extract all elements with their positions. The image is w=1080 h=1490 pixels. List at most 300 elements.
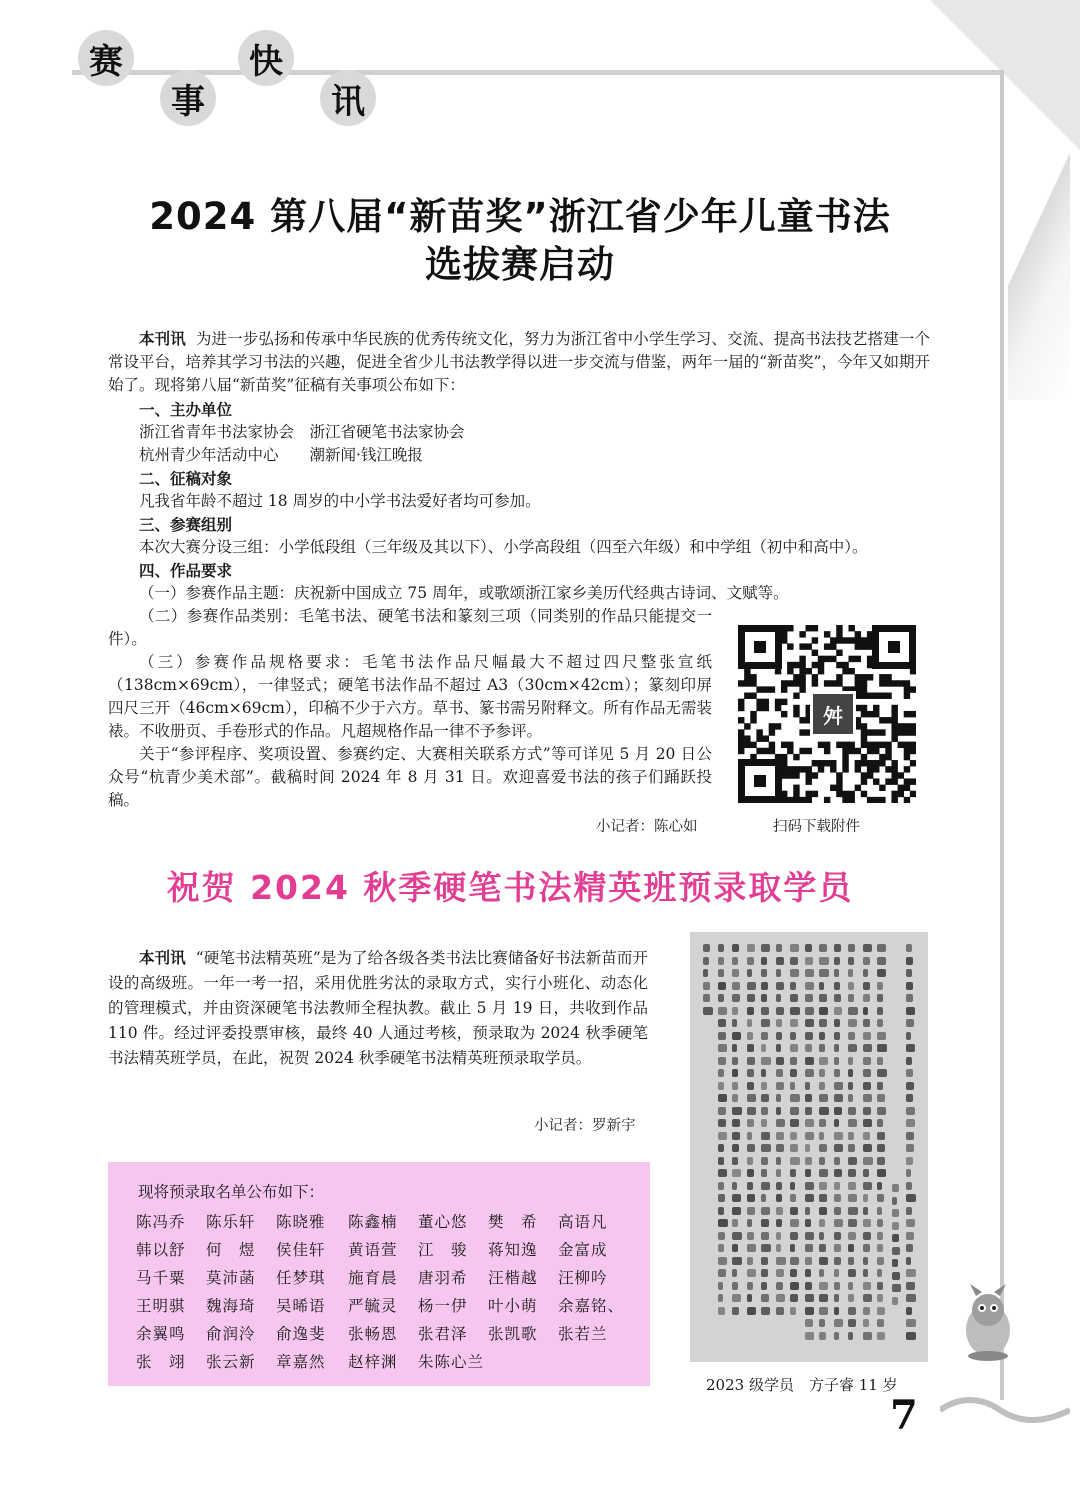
qr-module xyxy=(904,766,910,772)
admitted-student-name: 侯佳轩 xyxy=(276,1241,326,1259)
calligraphy-character xyxy=(805,1119,815,1127)
requirement-3: （三）参赛作品规格要求：毛笔书法作品尺幅最大不超过四尺整张宣纸（138cm×69cm），一律竖式；硬笔书法作品不超过 A3（30cm×42cm）；篆刻印屏四尺三开（46cm×69cm），印稿不少于六方。草书、篆书需另附释文。所有作品无需装裱。不收册页、手卷形式的作品。凡超规格作品一律不予参评。 xyxy=(108,653,712,740)
calligraphy-character xyxy=(776,1057,785,1065)
calligraphy-character xyxy=(819,969,829,977)
calligraphy-character xyxy=(761,1219,769,1227)
calligraphy-character xyxy=(863,1169,869,1177)
qr-module xyxy=(885,778,891,784)
calligraphy-character xyxy=(747,1169,755,1177)
qr-module xyxy=(898,772,904,778)
calligraphy-character xyxy=(863,1332,872,1340)
calligraphy-character xyxy=(761,1044,766,1052)
calligraphy-character xyxy=(718,1194,725,1202)
calligraphy-character xyxy=(718,969,724,977)
calligraphy-character xyxy=(848,1007,858,1015)
calligraphy-column xyxy=(904,944,916,1344)
qr-module xyxy=(898,742,904,748)
qr-module xyxy=(904,778,910,784)
calligraphy-character xyxy=(863,982,870,990)
qr-module xyxy=(873,766,879,772)
calligraphy-character xyxy=(805,1069,814,1077)
calligraphy-character xyxy=(877,944,886,952)
calligraphy-character xyxy=(834,1107,843,1115)
calligraphy-character xyxy=(790,1207,798,1215)
calligraphy-character xyxy=(732,1019,737,1027)
qr-module xyxy=(756,729,762,735)
calligraphy-character xyxy=(761,1007,769,1015)
qr-module xyxy=(793,785,799,791)
calligraphy-character xyxy=(747,1219,752,1227)
calligraphy-character xyxy=(790,1257,799,1265)
calligraphy-character xyxy=(776,1282,783,1290)
qr-module xyxy=(836,631,842,637)
qr-finder-top-right xyxy=(872,625,916,669)
qr-module xyxy=(824,631,830,637)
calligraphy-character xyxy=(906,1307,912,1315)
qr-module xyxy=(818,662,824,668)
calligraphy-character xyxy=(863,969,868,977)
admitted-student-name: 张凯歌 xyxy=(488,1325,538,1343)
qr-module xyxy=(879,742,885,748)
qr-module xyxy=(891,735,897,741)
calligraphy-character xyxy=(834,1219,844,1227)
qr-module xyxy=(824,797,830,803)
calligraphy-character xyxy=(863,1082,871,1090)
qr-module xyxy=(855,637,861,643)
calligraphy-character xyxy=(761,982,768,990)
calligraphy-character xyxy=(761,1282,767,1290)
calligraphy-character xyxy=(848,1269,856,1277)
qr-module xyxy=(806,772,812,778)
download-qr-code[interactable] xyxy=(738,625,916,803)
qr-module xyxy=(867,748,873,754)
calligraphy-character xyxy=(863,1182,872,1190)
article1-requirements xyxy=(108,605,712,812)
admitted-student-name: 杨一伊 xyxy=(418,1297,468,1315)
calligraphy-character xyxy=(863,994,870,1002)
qr-module xyxy=(787,643,793,649)
calligraphy-character xyxy=(790,1232,798,1240)
calligraphy-character xyxy=(747,982,757,990)
admitted-student-name: 何 煜 xyxy=(206,1241,256,1259)
qr-module xyxy=(867,711,873,717)
qr-module xyxy=(836,674,842,680)
admitted-student-name: 余翼鸣 xyxy=(136,1325,186,1343)
calligraphy-character xyxy=(834,1044,840,1052)
calligraphy-character xyxy=(877,982,883,990)
calligraphy-character xyxy=(790,1044,798,1052)
qr-module xyxy=(904,748,910,754)
calligraphy-character xyxy=(805,1094,813,1102)
calligraphy-character xyxy=(863,1157,873,1165)
calligraphy-character xyxy=(776,1132,785,1140)
calligraphy-character xyxy=(906,1107,915,1115)
calligraphy-character xyxy=(718,1257,727,1265)
calligraphy-character xyxy=(761,1244,771,1252)
calligraphy-character xyxy=(834,1132,844,1140)
calligraphy-character xyxy=(776,1069,783,1077)
calligraphy-character xyxy=(805,1107,813,1115)
qr-module xyxy=(799,662,805,668)
calligraphy-character xyxy=(848,1232,856,1240)
calligraphy-character xyxy=(877,1294,883,1302)
calligraphy-character xyxy=(790,1194,796,1202)
qr-module xyxy=(756,735,762,741)
calligraphy-character xyxy=(776,1144,784,1152)
qr-module xyxy=(769,723,775,729)
calligraphy-character xyxy=(834,1207,841,1215)
calligraphy-character xyxy=(819,1144,827,1152)
calligraphy-character xyxy=(848,1132,854,1140)
calligraphy-character xyxy=(906,1332,916,1340)
calligraphy-character xyxy=(863,1257,868,1265)
calligraphy-character xyxy=(848,1257,854,1265)
calligraphy-character xyxy=(732,1232,742,1240)
qr-module xyxy=(885,693,891,699)
calligraphy-character xyxy=(906,1094,913,1102)
calligraphy-column xyxy=(846,944,858,1344)
qr-module xyxy=(873,760,879,766)
qr-module xyxy=(744,693,750,699)
calligraphy-character xyxy=(877,1144,885,1152)
qr-module xyxy=(867,760,873,766)
calligraphy-character xyxy=(906,994,913,1002)
qr-module xyxy=(799,729,805,735)
admitted-student-name: 张云新 xyxy=(206,1353,256,1371)
calligraphy-character xyxy=(834,1182,840,1190)
calligraphy-character xyxy=(732,1182,737,1190)
calligraphy-character xyxy=(761,1157,768,1165)
calligraphy-character xyxy=(819,1219,825,1227)
calligraphy-character xyxy=(805,982,814,990)
calligraphy-column xyxy=(730,944,742,1344)
calligraphy-character xyxy=(906,1044,915,1052)
calligraphy-character xyxy=(761,1257,768,1265)
qr-module xyxy=(793,705,799,711)
calligraphy-character xyxy=(848,1094,853,1102)
calligraphy-character xyxy=(863,1007,868,1015)
qr-module xyxy=(848,748,854,754)
qr-module xyxy=(793,766,799,772)
qr-module xyxy=(775,705,781,711)
qr-module xyxy=(836,637,842,643)
calligraphy-character xyxy=(834,1019,841,1027)
calligraphy-character xyxy=(906,1257,911,1265)
admitted-student-name: 吴晞语 xyxy=(276,1297,326,1315)
qr-module xyxy=(867,674,873,680)
qr-module xyxy=(812,760,818,766)
calligraphy-character xyxy=(776,1032,782,1040)
calligraphy-character xyxy=(892,1272,900,1280)
qr-module xyxy=(836,625,842,631)
calligraphy-character xyxy=(732,1144,739,1152)
calligraphy-character xyxy=(732,944,739,952)
calligraphy-character xyxy=(732,1119,740,1127)
qr-module xyxy=(812,637,818,643)
qr-module xyxy=(750,742,756,748)
calligraphy-column xyxy=(774,944,786,1344)
calligraphy-character xyxy=(892,1284,902,1292)
calligraphy-character xyxy=(877,1032,886,1040)
qr-module xyxy=(806,643,812,649)
calligraphy-character xyxy=(776,944,782,952)
section2-title: 二、征稿对象 xyxy=(139,469,233,488)
calligraphy-character xyxy=(819,1032,825,1040)
calligraphy-character xyxy=(877,1244,883,1252)
admitted-student-name: 樊 希 xyxy=(488,1213,538,1231)
qr-module xyxy=(836,742,842,748)
calligraphy-character xyxy=(848,1294,854,1302)
qr-module xyxy=(787,625,793,631)
qr-module xyxy=(824,680,830,686)
calligraphy-character xyxy=(906,1032,911,1040)
calligraphy-character xyxy=(819,1319,825,1327)
admitted-student-name: 俞润泠 xyxy=(206,1325,256,1343)
calligraphy-character xyxy=(819,1132,824,1140)
calligraphy-character xyxy=(732,1169,741,1177)
qr-module xyxy=(787,680,793,686)
qr-module xyxy=(793,662,799,668)
calligraphy-character xyxy=(732,1307,739,1315)
calligraphy-character xyxy=(805,1132,814,1140)
calligraphy-character xyxy=(718,944,724,952)
requirement-1: （一）参赛作品主题：庆祝新中国成立 75 周年，或歌颂浙江家乡美历代经典古诗词、文赋等。 xyxy=(139,584,789,602)
calligraphy-character xyxy=(892,1247,900,1255)
calligraphy-character xyxy=(819,1169,828,1177)
calligraphy-character xyxy=(863,1232,872,1240)
qr-module xyxy=(769,748,775,754)
calligraphy-character xyxy=(877,1207,882,1215)
qr-module xyxy=(763,699,769,705)
qr-module xyxy=(842,766,848,772)
admitted-student-name: 唐羽希 xyxy=(418,1269,468,1287)
calligraphy-character xyxy=(718,982,726,990)
calligraphy-character xyxy=(819,1257,828,1265)
qr-module xyxy=(830,637,836,643)
qr-module xyxy=(861,742,867,748)
calligraphy-character xyxy=(877,1094,885,1102)
calligraphy-character xyxy=(819,1207,827,1215)
calligraphy-character xyxy=(718,1069,724,1077)
qr-module xyxy=(775,723,781,729)
qr-module xyxy=(879,674,885,680)
qr-module xyxy=(842,748,848,754)
admitted-student-name: 董心悠 xyxy=(418,1213,468,1231)
qr-module xyxy=(738,705,744,711)
admitted-student-name: 朱陈心兰 xyxy=(418,1353,485,1371)
qr-module xyxy=(873,797,879,803)
qr-module xyxy=(806,791,812,797)
calligraphy-character xyxy=(834,1232,841,1240)
qr-module xyxy=(750,717,756,723)
calligraphy-column xyxy=(701,944,713,1344)
qr-module xyxy=(842,742,848,748)
qr-module xyxy=(879,717,885,723)
qr-module xyxy=(775,699,781,705)
qr-module xyxy=(904,785,910,791)
calligraphy-character xyxy=(747,1019,753,1027)
calligraphy-character xyxy=(805,994,814,1002)
qr-module xyxy=(910,729,916,735)
qr-module xyxy=(879,797,885,803)
qr-module xyxy=(848,668,854,674)
calligraphy-character xyxy=(776,1257,786,1265)
calligraphy-character xyxy=(863,1269,869,1277)
qr-module xyxy=(787,668,793,674)
qr-module xyxy=(898,791,904,797)
calligraphy-character xyxy=(863,1069,871,1077)
calligraphy-character xyxy=(790,1007,800,1015)
qr-module xyxy=(873,711,879,717)
qr-module xyxy=(750,674,756,680)
calligraphy-character xyxy=(848,1244,854,1252)
calligraphy-character xyxy=(877,1057,883,1065)
calligraphy-character xyxy=(805,1307,814,1315)
calligraphy-character xyxy=(877,1119,883,1127)
qr-module xyxy=(861,711,867,717)
calligraphy-character xyxy=(819,1007,828,1015)
calligraphy-character xyxy=(747,1032,753,1040)
calligraphy-character xyxy=(834,1169,842,1177)
qr-module xyxy=(744,735,750,741)
calligraphy-character xyxy=(819,1294,828,1302)
qr-module xyxy=(818,766,824,772)
section1-title: 一、主办单位 xyxy=(139,400,233,419)
calligraphy-character xyxy=(906,1282,915,1290)
calligraphy-character xyxy=(790,1119,799,1127)
calligraphy-character xyxy=(877,1007,883,1015)
qr-module xyxy=(793,680,799,686)
calligraphy-character xyxy=(776,1107,782,1115)
calligraphy-character xyxy=(863,1057,871,1065)
calligraphy-character xyxy=(790,1294,798,1302)
calligraphy-character xyxy=(877,1069,887,1077)
calligraphy-character xyxy=(790,1144,798,1152)
calligraphy-character xyxy=(703,982,710,990)
calligraphy-column xyxy=(817,944,829,1344)
qr-module xyxy=(891,711,897,717)
calligraphy-character xyxy=(906,1269,916,1277)
calligraphy-character xyxy=(906,1157,913,1165)
article1-reporter: 小记者：陈心如 xyxy=(596,819,698,835)
admitted-student-name: 高语凡 xyxy=(558,1213,608,1231)
calligraphy-character xyxy=(747,994,755,1002)
calligraphy-character xyxy=(819,982,824,990)
calligraphy-character xyxy=(906,1182,912,1190)
qr-module xyxy=(763,705,769,711)
calligraphy-character xyxy=(776,1094,781,1102)
calligraphy-character xyxy=(906,957,913,965)
calligraphy-character xyxy=(761,1269,768,1277)
calligraphy-character xyxy=(790,982,796,990)
qr-module xyxy=(818,656,824,662)
qr-module xyxy=(836,680,842,686)
calligraphy-character xyxy=(747,1069,755,1077)
calligraphy-character xyxy=(906,1244,913,1252)
calligraphy-character xyxy=(761,1082,767,1090)
calligraphy-character xyxy=(776,1169,782,1177)
calligraphy-character xyxy=(834,1269,840,1277)
admitted-student-name: 任梦琪 xyxy=(276,1269,326,1287)
calligraphy-character xyxy=(877,1232,883,1240)
qr-module xyxy=(885,674,891,680)
qr-module xyxy=(756,699,762,705)
admitted-student-name: 陈鑫楠 xyxy=(348,1213,398,1231)
calligraphy-character xyxy=(819,1069,825,1077)
calligraphy-character xyxy=(863,1094,872,1102)
article2-lead: 本刊讯 xyxy=(139,948,186,967)
organizers-line2: 杭州青少年活动中心 潮新闻·钱江晚报 xyxy=(139,446,423,464)
qr-module xyxy=(824,760,830,766)
qr-module xyxy=(787,797,793,803)
qr-module xyxy=(879,693,885,699)
qr-module xyxy=(891,772,897,778)
qr-module xyxy=(855,643,861,649)
calligraphy-character xyxy=(834,1332,840,1340)
calligraphy-character xyxy=(747,1082,754,1090)
qr-module xyxy=(812,662,818,668)
calligraphy-character xyxy=(848,994,854,1002)
calligraphy-character xyxy=(718,1082,725,1090)
qr-module xyxy=(793,772,799,778)
qr-module xyxy=(879,785,885,791)
calligraphy-character xyxy=(747,1107,757,1115)
calligraphy-character xyxy=(718,1157,725,1165)
qr-module xyxy=(855,674,861,680)
calligraphy-character xyxy=(906,1319,916,1327)
calligraphy-column xyxy=(745,944,757,1344)
calligraphy-character xyxy=(877,1219,883,1227)
calligraphy-character xyxy=(877,1107,886,1115)
calligraphy-character xyxy=(805,1144,811,1152)
calligraphy-character xyxy=(906,1069,913,1077)
qr-module xyxy=(891,760,897,766)
qr-module xyxy=(738,748,744,754)
qr-module xyxy=(879,729,885,735)
calligraphy-character xyxy=(863,1132,871,1140)
qr-module xyxy=(830,643,836,649)
list-intro: 现将预录取名单公布如下： xyxy=(138,1183,325,1201)
qr-module xyxy=(861,778,867,784)
admitted-student-name: 江 骏 xyxy=(418,1241,468,1259)
calligraphy-character xyxy=(863,1282,872,1290)
qr-module xyxy=(750,693,756,699)
calligraphy-column xyxy=(716,944,728,1344)
calligraphy-character xyxy=(761,1294,769,1302)
qr-module xyxy=(910,778,916,784)
qr-module xyxy=(842,791,848,797)
calligraphy-character xyxy=(747,1094,756,1102)
calligraphy-character xyxy=(819,1107,829,1115)
qr-module xyxy=(891,766,897,772)
section3-title: 三、参赛组别 xyxy=(139,515,233,534)
admitted-student-name: 施育晨 xyxy=(348,1269,398,1287)
calligraphy-character xyxy=(805,1157,812,1165)
qr-module xyxy=(812,650,818,656)
qr-module xyxy=(842,668,848,674)
qr-module xyxy=(879,760,885,766)
calligraphy-character xyxy=(718,1269,726,1277)
article1-intro-text: 为进一步弘扬和传承中华民族的优秀传统文化，努力为浙江省中小学生学习、交流、提高书法技艺搭建一个常设平台，培养其学习书法的兴趣，促进全省少儿书法教学得以进一步交流与借鉴，两年一届的“新苗奖”，今年又如期开始了。现将第八届“新苗奖”征稿有关事项公布如下： xyxy=(108,330,930,394)
calligraphy-character xyxy=(718,1169,728,1177)
qr-module xyxy=(830,656,836,662)
calligraphy-character xyxy=(732,1069,738,1077)
qr-module xyxy=(781,742,787,748)
qr-module xyxy=(867,693,873,699)
qr-module xyxy=(824,656,830,662)
qr-module xyxy=(855,680,861,686)
section-tag-char-3: 快 xyxy=(238,30,294,86)
